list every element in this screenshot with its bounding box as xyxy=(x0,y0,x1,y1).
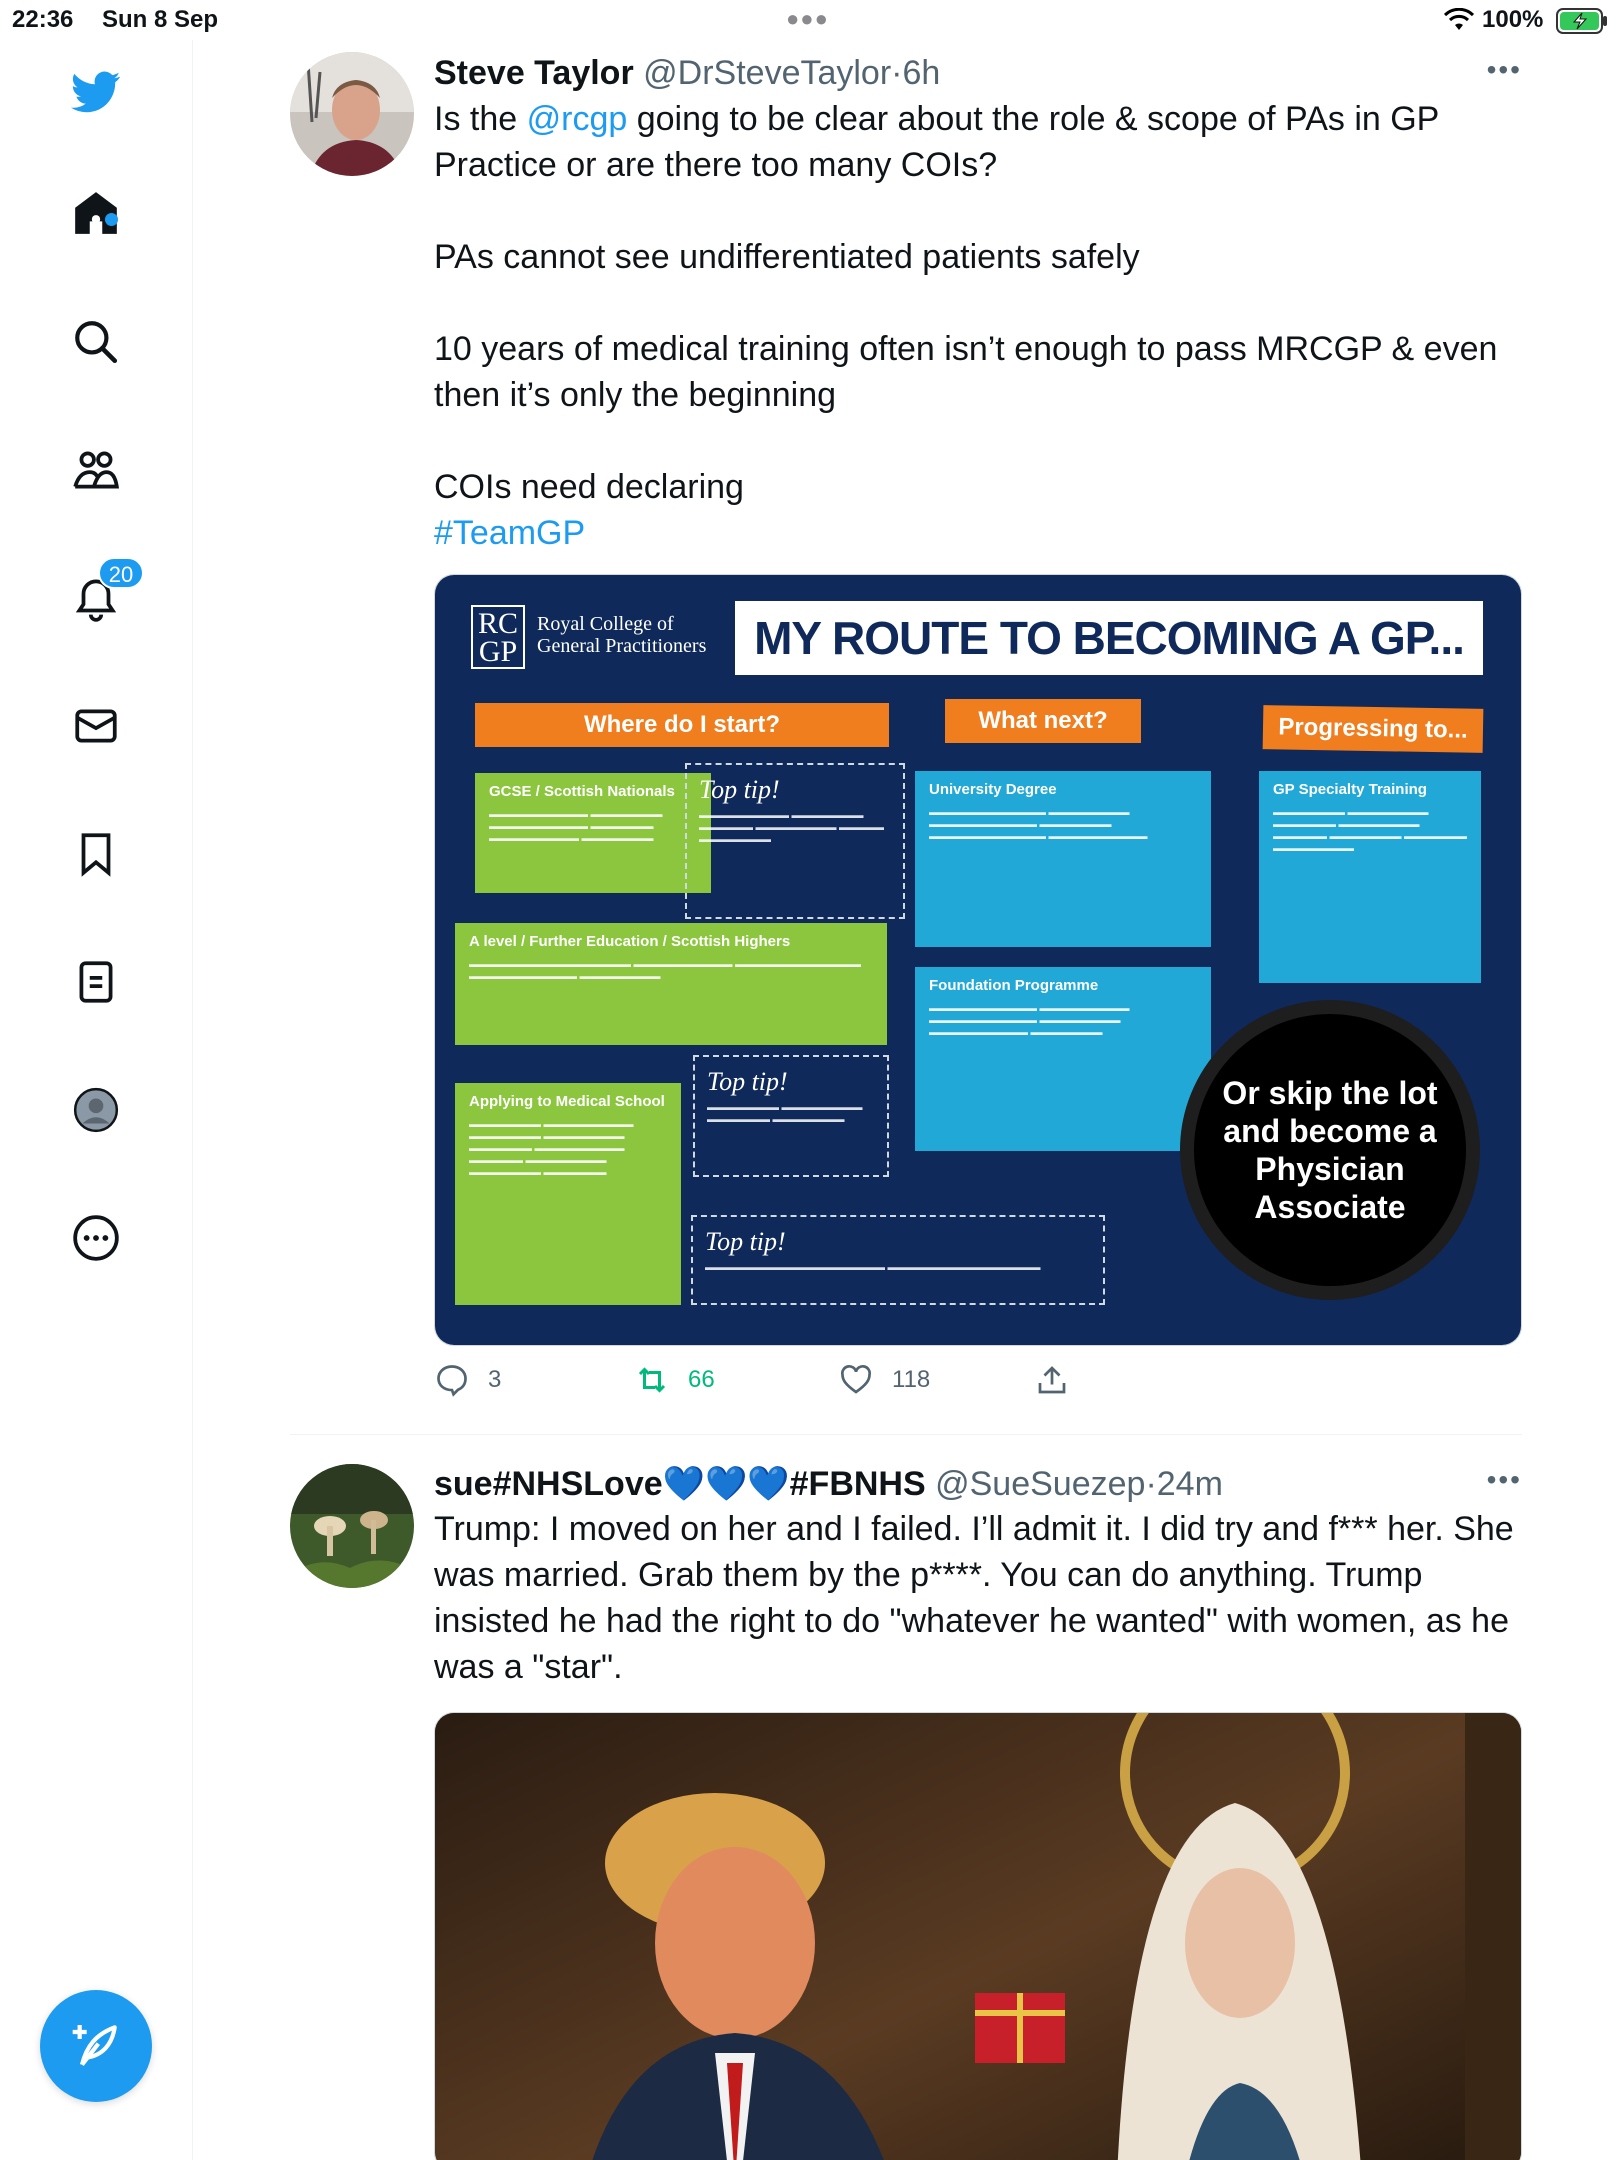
tweet-paragraph: 10 years of medical training often isn’t enough to pass MRCGP & even then it’s only the beginning xyxy=(434,330,1498,414)
retweet-icon xyxy=(634,1362,670,1398)
messages-envelope-icon[interactable] xyxy=(66,696,126,756)
retweet-button[interactable] xyxy=(634,1362,715,1398)
author-name[interactable]: sue#NHSLove💙💙💙#FBNHS xyxy=(434,1465,926,1503)
box-heading: GCSE / Scottish Nationals xyxy=(489,783,675,800)
retweet-count: 66 xyxy=(688,1366,715,1393)
top-tip-box xyxy=(691,1215,1105,1305)
avatar[interactable] xyxy=(290,52,414,176)
tweet[interactable] xyxy=(290,52,1522,1412)
heart-icon xyxy=(838,1362,874,1398)
tweet-text xyxy=(434,1506,1524,1690)
box-text-lines: ▬▬▬▬▬▬▬▬▬▬▬▬ ▬▬▬▬▬▬▬▬▬▬ ▬▬▬▬▬▬▬▬▬▬▬▬ ▬▬▬▬▬▬▬▬▬ ▬▬▬▬▬▬▬▬▬▬▬ ▬▬▬▬▬▬▬▬ xyxy=(929,1003,1130,1037)
tweet-time[interactable]: 6h xyxy=(902,54,941,92)
separator: · xyxy=(891,54,903,92)
tweet-time[interactable]: 24m xyxy=(1156,1465,1223,1503)
tweet-paragraph: COIs need declaring xyxy=(434,468,744,506)
tweet-media-image[interactable] xyxy=(434,574,1522,1346)
wifi-icon xyxy=(1444,8,1474,32)
box-text-lines: ▬▬▬▬▬▬▬▬▬▬▬ ▬▬▬▬▬▬▬▬ ▬▬▬▬▬▬▬▬▬▬▬ ▬▬▬▬▬▬▬ ▬▬▬▬▬▬▬▬▬▬ ▬▬▬▬▬▬▬▬ xyxy=(489,809,663,843)
home-unread-dot xyxy=(105,213,118,226)
tip-heading: Top tip! xyxy=(707,1067,788,1096)
step-label: Progressing to... xyxy=(1263,705,1484,753)
logo-mark: RC GP xyxy=(471,605,525,669)
home-icon[interactable] xyxy=(66,183,126,243)
author-handle[interactable]: @DrSteveTaylor xyxy=(643,54,892,92)
alevel-box xyxy=(455,923,887,1045)
tweet-media-image[interactable] xyxy=(434,1712,1522,2160)
share-icon xyxy=(1034,1362,1070,1398)
top-tip-box xyxy=(693,1055,889,1177)
gcse-box xyxy=(475,773,711,893)
reply-icon xyxy=(434,1362,470,1398)
sidebar xyxy=(0,40,193,2160)
photo-illustration xyxy=(435,1713,1522,2160)
notifications-badge: 20 xyxy=(98,557,144,589)
foundation-box xyxy=(915,967,1211,1151)
communities-icon[interactable] xyxy=(66,440,126,500)
tip-text-lines: ▬▬▬▬▬▬▬▬▬▬ ▬▬▬▬▬▬▬▬ ▬▬▬▬▬▬ ▬▬▬▬▬▬▬▬▬ ▬▬▬▬▬ ▬▬▬▬▬▬▬▬ xyxy=(699,810,885,844)
rcgp-logo xyxy=(471,605,711,669)
tweet-text-segment: Is the xyxy=(434,100,527,138)
box-text-lines: ▬▬▬▬▬▬▬▬ ▬▬▬▬▬▬▬▬▬▬ ▬▬▬▬▬▬▬▬ ▬▬▬▬▬▬▬▬▬ ▬▬▬▬▬▬▬ ▬▬▬▬▬▬▬▬▬▬ ▬▬▬▬▬▬ ▬▬▬▬▬▬▬▬▬ ▬▬▬▬▬▬▬▬ ▬▬▬▬▬▬▬ xyxy=(469,1119,634,1177)
step-label: Where do I start? xyxy=(475,703,889,747)
infographic xyxy=(435,575,1522,1345)
mention-link[interactable]: @rcgp xyxy=(526,100,628,138)
physician-associate-circle: Or skip the lot and become a Physician Associate xyxy=(1180,1000,1480,1300)
like-count: 118 xyxy=(892,1366,931,1393)
status-time: 22:36 xyxy=(12,6,74,33)
tip-text-lines: ▬▬▬▬▬▬▬▬ ▬▬▬▬▬▬▬▬▬ ▬▬▬▬▬▬▬ ▬▬▬▬▬▬▬▬ xyxy=(707,1102,863,1124)
box-text-lines: ▬▬▬▬▬▬▬▬ ▬▬▬▬▬▬▬▬▬ ▬▬▬▬▬▬▬ ▬▬▬▬▬▬▬▬▬ ▬▬▬▬▬▬ ▬▬▬▬▬▬▬▬ ▬▬▬▬▬▬▬ ▬▬▬▬▬▬▬▬▬ xyxy=(1273,807,1468,853)
box-heading: Foundation Programme xyxy=(929,977,1099,994)
search-icon[interactable] xyxy=(66,312,126,372)
tip-text-lines: ▬▬▬▬▬▬▬▬▬▬▬▬▬▬▬▬▬▬▬▬ ▬▬▬▬▬▬▬▬▬▬▬▬▬▬▬▬▬ xyxy=(705,1262,1041,1272)
battery-charging-icon xyxy=(1556,8,1608,34)
top-tip-box xyxy=(685,763,905,919)
tweet-paragraph: Trump: I moved on her and I failed. I’ll admit it. I did try and f*** her. She was married. Grab them by the p****. You can do anything. Trump insisted he had the right to do "whatever he wanted" with women, as he was a "star". xyxy=(434,1510,1514,1686)
infographic-title: MY ROUTE TO BECOMING A GP... xyxy=(735,601,1483,675)
applying-box xyxy=(455,1083,681,1305)
tweet-header xyxy=(434,54,940,93)
university-box xyxy=(915,771,1211,947)
tweet-paragraph: PAs cannot see undifferentiated patients safely xyxy=(434,238,1140,276)
status-bar xyxy=(0,0,1620,40)
separator: · xyxy=(1145,1465,1157,1503)
status-date: Sun 8 Sep xyxy=(102,6,219,33)
tweet-actions xyxy=(434,1362,1134,1402)
author-name[interactable]: Steve Taylor xyxy=(434,54,634,92)
feather-plus-icon xyxy=(68,2018,124,2074)
tweet-header xyxy=(434,1464,1223,1504)
avatar[interactable] xyxy=(290,1464,414,1588)
logo-text: Royal College of General Practitioners xyxy=(537,613,707,657)
box-heading: University Degree xyxy=(929,781,1057,798)
reply-button[interactable] xyxy=(434,1362,501,1398)
tip-heading: Top tip! xyxy=(705,1227,786,1256)
tweet-divider xyxy=(290,1434,1522,1435)
box-heading: A level / Further Education / Scottish Highers xyxy=(469,933,791,950)
like-button[interactable] xyxy=(838,1362,930,1398)
hashtag-link[interactable]: #TeamGP xyxy=(434,514,586,552)
box-text-lines: ▬▬▬▬▬▬▬▬▬▬▬▬▬ ▬▬▬▬▬▬▬▬▬ ▬▬▬▬▬▬▬▬▬▬▬▬ ▬▬▬▬▬▬▬▬ ▬▬▬▬▬▬▬▬▬▬▬▬▬ ▬▬▬▬▬▬▬▬▬▬▬ xyxy=(929,807,1148,841)
share-button[interactable] xyxy=(1034,1362,1070,1398)
step-label: What next? xyxy=(945,699,1141,743)
tweet[interactable] xyxy=(290,1462,1522,2160)
tweet-text xyxy=(434,96,1524,556)
reply-count: 3 xyxy=(488,1366,502,1393)
profile-avatar-icon[interactable] xyxy=(66,1080,126,1140)
author-handle[interactable]: @SueSuezep xyxy=(935,1465,1146,1503)
tip-heading: Top tip! xyxy=(699,775,780,804)
gp-training-box xyxy=(1259,771,1481,983)
more-options-icon[interactable] xyxy=(66,1208,126,1268)
box-text-lines: ▬▬▬▬▬▬▬▬▬▬▬▬▬▬▬▬▬▬ ▬▬▬▬▬▬▬▬▬▬▬ ▬▬▬▬▬▬▬▬▬▬▬▬▬▬ ▬▬▬▬▬▬▬▬▬▬▬▬ ▬▬▬▬▬▬▬▬▬ xyxy=(469,959,862,981)
bookmark-icon[interactable] xyxy=(66,824,126,884)
lists-icon[interactable] xyxy=(66,952,126,1012)
compose-tweet-button[interactable] xyxy=(40,1990,152,2102)
box-heading: Applying to Medical School xyxy=(469,1093,665,1110)
tweet-more-icon[interactable]: ••• xyxy=(1486,1464,1522,1495)
tweet-text-segment: going to be clear about the role & scope of PAs in GP Practice or are there too many COIs? xyxy=(434,100,1439,184)
twitter-logo-icon[interactable] xyxy=(66,62,126,122)
box-heading: GP Specialty Training xyxy=(1273,781,1427,798)
battery-percent: 100% xyxy=(1482,6,1544,33)
multitasking-dots-icon[interactable]: ●●● xyxy=(786,6,829,31)
tweet-more-icon[interactable]: ••• xyxy=(1486,54,1522,85)
